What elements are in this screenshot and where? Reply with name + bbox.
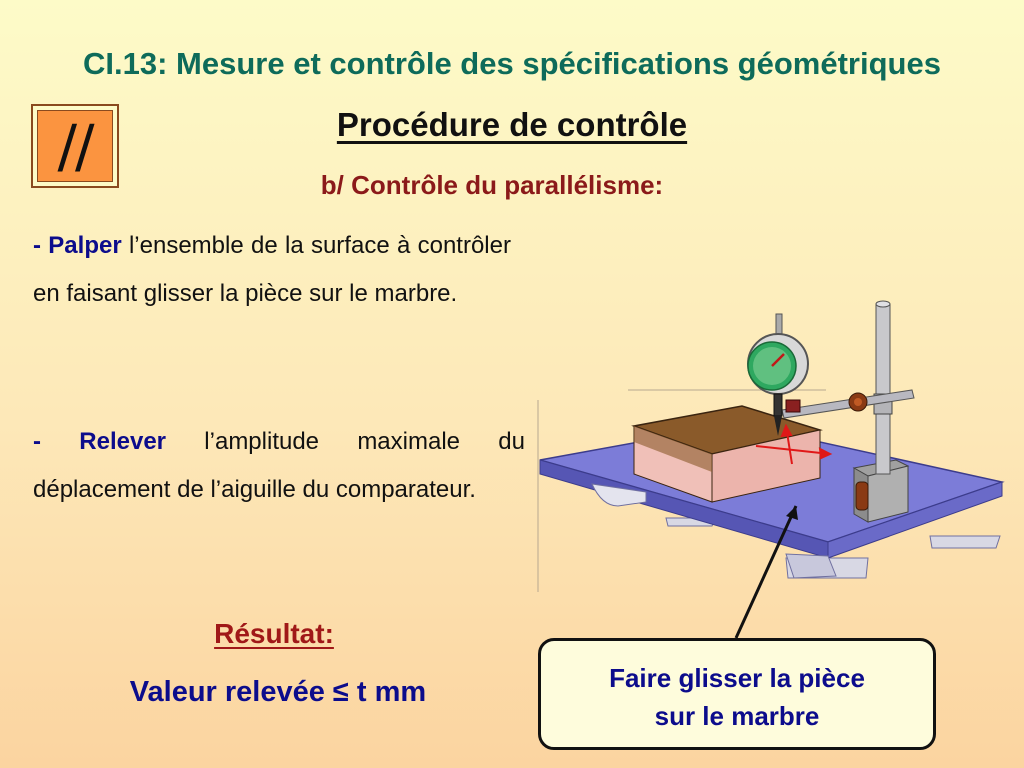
- stand-column-icon: [874, 301, 892, 474]
- callout-line-2: sur le marbre: [654, 701, 820, 731]
- step-text-palper: l’ensemble de la surface à contrôler en faisant glisser la pièce sur le marbre.: [33, 232, 511, 307]
- callout-box: [538, 638, 936, 750]
- callout-line-1: Faire glisser la pièce: [609, 663, 865, 693]
- slide-title: CI.13: Mesure et contrôle des spécifications géométriques: [83, 46, 941, 81]
- step-palper: [33, 222, 511, 318]
- callout-text: [541, 659, 933, 735]
- procedure-heading: Procédure de contrôle: [336, 106, 688, 143]
- section-subtitle: b/ Contrôle du parallélisme:: [320, 170, 664, 200]
- step-dash: -: [33, 232, 49, 259]
- surface-plate-illustration: [536, 296, 1024, 640]
- step-relever-line1: [33, 418, 525, 466]
- step-text-relever-line1: l’amplitude maximale du: [166, 428, 525, 455]
- step-keyword-relever: Relever: [79, 428, 167, 455]
- parallelism-symbol-text: //: [37, 110, 113, 182]
- indicator-arm-icon: [782, 390, 914, 418]
- step-text-relever-rest: déplacement de l’aiguille du comparateur.: [33, 476, 476, 503]
- step-keyword-palper: Palper: [48, 232, 122, 259]
- parallelism-symbol-icon: [31, 104, 119, 188]
- step-relever: [33, 418, 525, 514]
- result-label: Résultat:: [214, 618, 334, 649]
- result-value: Valeur relevée ≤ t mm: [129, 676, 427, 708]
- step-dash: -: [33, 428, 80, 455]
